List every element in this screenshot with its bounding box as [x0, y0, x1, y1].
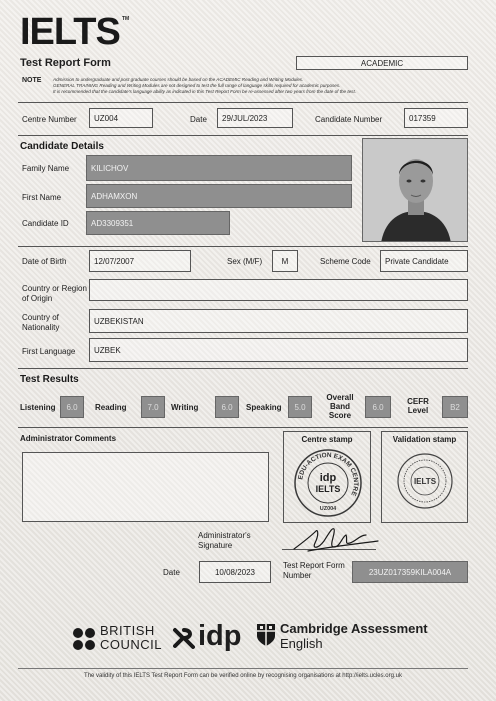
divider — [18, 102, 468, 103]
british-council-line-1: BRITISH — [100, 623, 155, 638]
writing-label: Writing — [171, 403, 199, 412]
admin-signature-label: Administrator's Signature — [198, 531, 251, 550]
svg-text:EDU-ACTION EXAM CENTRE: EDU-ACTION EXAM CENTRE — [297, 451, 360, 497]
british-council-line-2: COUNCIL — [100, 637, 163, 652]
note-label: NOTE — [22, 77, 42, 84]
centre-number-label: Centre Number — [22, 115, 77, 124]
admin-comments-label: Administrator Comments — [20, 434, 117, 443]
trf-number-label: Test Report Form Number — [283, 561, 345, 580]
british-council-logo — [72, 624, 162, 654]
reading-score: 7.0 — [141, 396, 165, 418]
idp-text: idp — [198, 620, 242, 652]
divider — [18, 135, 468, 136]
listening-label: Listening — [20, 403, 56, 412]
idp-mark-icon — [172, 626, 196, 650]
sex-label: Sex (M/F) — [227, 257, 263, 266]
origin-label: Country or Region of Origin — [22, 284, 87, 303]
candidate-id-field: AD3309351 — [86, 211, 230, 235]
test-results-title: Test Results — [20, 374, 79, 385]
svg-text:IELTS: IELTS — [413, 477, 437, 486]
trf-number-field: 23UZ017359KILA004A — [352, 561, 468, 583]
divider — [18, 427, 468, 428]
form-title: Test Report Form — [20, 57, 111, 69]
centre-stamp-seal — [293, 448, 363, 518]
administrator-signature — [288, 521, 384, 557]
cambridge-line-1: Cambridge Assessment — [280, 621, 428, 636]
svg-text:idp: idp — [319, 472, 337, 484]
candidate-details-title: Candidate Details — [20, 141, 104, 152]
test-date-field: 29/JUL/2023 — [217, 108, 293, 128]
overall-band-score: 6.0 — [365, 396, 391, 418]
divider — [18, 246, 468, 247]
issue-date-field: 10/08/2023 — [199, 561, 271, 583]
idp-logo — [172, 620, 242, 656]
first-language-label: First Language — [22, 347, 76, 356]
trademark: TM — [122, 16, 130, 22]
dob-label: Date of Birth — [22, 257, 67, 266]
note-line-1: Admission to undergraduate and post graduate courses should be based on the ACADEMIC Reading and Writing Modules. — [53, 77, 304, 82]
admin-comments-field — [22, 452, 269, 522]
sex-field: M — [272, 250, 298, 272]
svg-text:UZ004: UZ004 — [319, 506, 337, 512]
svg-text:IELTS: IELTS — [315, 484, 341, 494]
first-name-label: First Name — [22, 193, 62, 202]
dob-field: 12/07/2007 — [89, 250, 191, 272]
listening-score: 6.0 — [60, 396, 84, 418]
reading-label: Reading — [95, 403, 127, 412]
speaking-label: Speaking — [246, 403, 282, 412]
nationality-field: UZBEKISTAN — [89, 309, 468, 333]
family-name-field: KILICHOV — [86, 155, 352, 181]
scheme-code-label: Scheme Code — [320, 257, 371, 266]
validation-stamp-label: Validation stamp — [392, 435, 457, 444]
overall-band-label: Overall Band Score — [326, 393, 354, 420]
date-label: Date — [190, 115, 207, 124]
cefr-level: B2 — [442, 396, 468, 418]
nationality-label: Country of Nationality — [22, 313, 60, 332]
cambridge-crest-icon — [256, 623, 276, 647]
issue-date-label: Date — [163, 568, 180, 577]
centre-stamp-box — [283, 431, 371, 523]
scheme-code-field: Private Candidate — [380, 250, 468, 272]
writing-score: 6.0 — [215, 396, 239, 418]
validation-stamp-seal — [396, 452, 454, 510]
module-box: ACADEMIC — [296, 56, 468, 70]
family-name-label: Family Name — [22, 164, 70, 173]
ielts-logo: IELTS — [20, 11, 120, 53]
divider — [18, 668, 468, 669]
validity-statement: The validity of this IELTS Test Report Form can be verified online by recognising organisations at http://ielts.ucles.org.uk — [84, 673, 402, 679]
cefr-label: CEFR Level — [407, 397, 429, 415]
origin-field — [89, 279, 468, 301]
cambridge-logo — [256, 621, 426, 655]
centre-number-field: UZ004 — [89, 108, 153, 128]
first-language-field: UZBEK — [89, 338, 468, 362]
divider — [18, 368, 468, 369]
first-name-field: ADHAMXON — [86, 184, 352, 208]
candidate-photo — [362, 138, 468, 242]
speaking-score: 5.0 — [288, 396, 312, 418]
validation-stamp-box — [381, 431, 468, 523]
candidate-number-field: 017359 — [404, 108, 468, 128]
note-line-3: It is recommended that the candidate's language ability as indicated in this Test Report Form be re-assessed after two years from the date of the test. — [53, 89, 357, 94]
candidate-number-label: Candidate Number — [315, 115, 383, 124]
cambridge-line-2: English — [280, 636, 323, 651]
note-line-2: GENERAL TRAINING Reading and Writing Modules are not designed to test the full range of language skills required for academic purposes. — [53, 83, 341, 88]
candidate-id-label: Candidate ID — [22, 219, 69, 228]
centre-stamp-label: Centre stamp — [301, 435, 353, 444]
british-council-dots-icon — [72, 627, 96, 651]
